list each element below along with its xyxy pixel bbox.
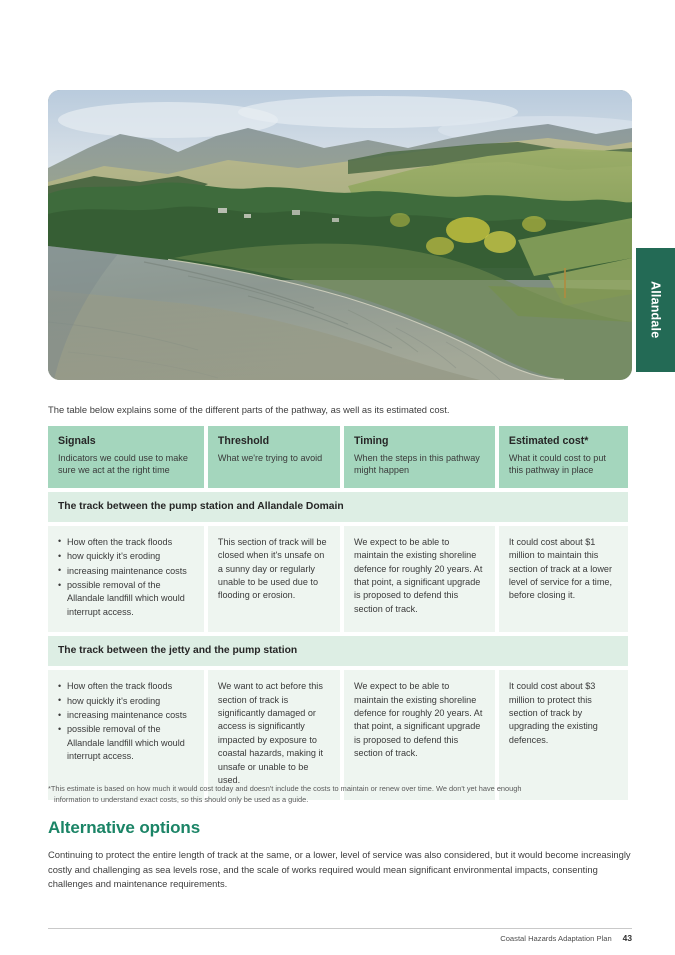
column-title: Signals [58,435,96,447]
cell-threshold: We want to act before this section of track is significantly damaged or access is significantly impacted by exposure to coastal hazards, making it unsafe or unable to be used. [208,670,340,799]
footer-divider [48,928,632,929]
footnote-line-1: *This estimate is based on how much it would cost today and doesn't include the costs to maintain or renew over time. We don't yet have enough [48,784,522,793]
section-heading-pump-station-domain: The track between the pump station and Allandale Domain [48,492,628,522]
table-section-heading-row [48,492,628,522]
allandale-aerial-photo [48,90,632,380]
signals-list [58,536,194,619]
table-row [48,670,628,799]
alternative-options-body: Continuing to protect the entire length of track at the same, or a lower, level of service was also considered, but it would become increasingly costly and challenging as sea levels rose, and the scale of works required would mean significant environmental impacts, consenting challenges and maintenance requirements. [48,849,631,889]
table-header-row [48,426,628,488]
footer-document-title: Coastal Hazards Adaptation Plan [500,934,612,943]
photo-illustration [48,90,632,380]
table-header-timing [344,426,495,488]
table-header-estimated-cost [499,426,628,488]
list-item: • How often the track floods [58,680,194,693]
list-item: • How often the track floods [58,536,194,549]
cell-signals [48,670,204,799]
intro-paragraph: The table below explains some of the different parts of the pathway, as well as its estimated cost. [48,404,450,415]
column-subtitle: When the steps in this pathway might happen [353,453,480,476]
list-item: • how quickly it's eroding [58,550,194,563]
footnote-line-2: information to understand exact costs, so this should only be used as a guide. [54,794,309,804]
list-item: • increasing maintenance costs [58,565,194,578]
column-title: Timing [353,435,389,447]
column-subtitle: What we're trying to avoid [217,453,323,463]
cell-timing: We expect to be able to maintain the existing shoreline defence for roughly 20 years. At that point, a significant upgrade is proposed to defend this section of track. [344,670,495,799]
list-item: • how quickly it's eroding [58,695,194,708]
table-header-threshold [208,426,340,488]
section-tab-label: Allandale [648,281,663,339]
column-subtitle: What it could cost to put this pathway in place [508,453,606,476]
pathway-table [48,426,628,800]
list-item: • possible removal of the Allandale landfill which would interrupt access. [58,579,194,619]
column-title: Threshold [217,435,270,447]
column-title: Estimated cost* [508,435,589,447]
table-section-heading-row [48,636,628,666]
signals-list [58,680,194,763]
section-tab-allandale[interactable] [636,248,675,372]
cell-threshold: This section of track will be closed when it's unsafe on a sunny day or regularly unable to be used due to flooding or erosion. [208,526,340,632]
table-row [48,526,628,632]
footer-page-number: 43 [622,933,632,943]
alternative-options-heading: Alternative options [48,818,201,837]
list-item: • possible removal of the Allandale landfill which would interrupt access. [58,723,194,763]
cell-signals [48,526,204,632]
page-footer [500,933,632,943]
list-item: • increasing maintenance costs [58,709,194,722]
cell-timing: We expect to be able to maintain the existing shoreline defence for roughly 20 years. At that point, a significant upgrade is proposed to defend this section of track. [344,526,495,632]
cell-estimated-cost: It could cost about $3 million to protect this section of track by upgrading the existing defences. [499,670,628,799]
column-subtitle: Indicators we could use to make sure we act at the right time [58,453,188,476]
table-header-signals [48,426,204,488]
cell-estimated-cost: It could cost about $1 million to maintain this section of track at a lower level of service for a time, before closing it. [499,526,628,632]
cost-footnote [48,784,632,805]
section-heading-jetty-pump-station: The track between the jetty and the pump station [48,636,628,666]
